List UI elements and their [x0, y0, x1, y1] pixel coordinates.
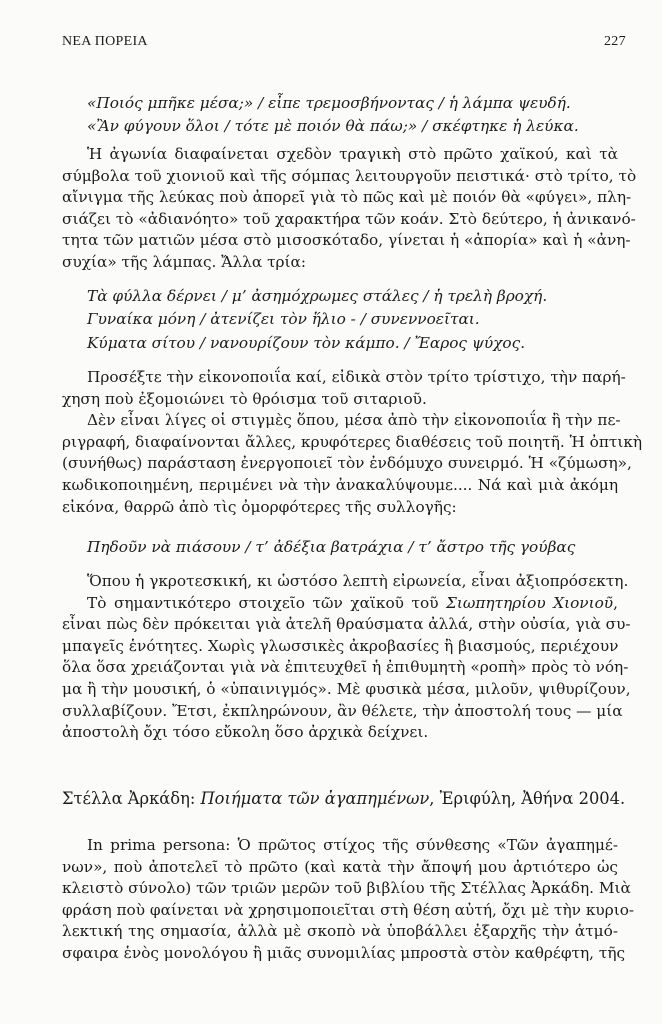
- paragraph-4: [62, 571, 631, 744]
- text-line: μπαγεῖς ἑνότητες. Χωρὶς γλωσσικὲς ἀκροβασίες ἢ βιασμούς, περιέχουν: [62, 636, 619, 655]
- text-line: κωδικοποιημένη, περιμένει νὰ τὴν ἀνακαλύψουμε.... Νά καὶ μιὰ ἀκόμη: [62, 475, 618, 494]
- verse-line: Πηδοῦν νὰ πιάσουν / τ’ ἀδέξια βατράχια / τ’ ἄστρο τῆς γούβας: [87, 538, 576, 556]
- text-line: λεκτική της σημασία, ἀλλὰ μὲ σκοπὸ νὰ ὑποβάλλει ἐξαρχῆς τὴν ἀτμό-: [62, 922, 618, 941]
- text-line: [62, 788, 626, 810]
- text-line: σφαιρα ἑνὸς μονολόγου ἢ μιᾶς συνομιλίας μπροστὰ στὸν καθρέφτη, τῆς: [62, 943, 626, 962]
- haiku-verse-2: [87, 285, 547, 355]
- text-segment: ,: [613, 593, 618, 612]
- text-line: ἀποστολὴ ὄχι τόσο εὔκολη ὅσο ἀρχικὰ δείχνει.: [62, 723, 429, 742]
- text-line: Προσέξτε τὴν εἰκονοποιΐα καί, εἰδικὰ στὸν τρίτο τρίστιχο, τὴν παρή-: [87, 368, 626, 386]
- review-publisher: , Ἐριφύλη, Ἀθήνα 2004.: [429, 789, 626, 808]
- page-number: 227: [604, 34, 626, 49]
- text-line: χηση ποὺ ἐξομοιώνει τὸ θρόισμα τοῦ σιταριοῦ.: [62, 389, 427, 408]
- verse-line: Τὰ φύλλα δέρνει / μ’ ἀσημόχρωμες στάλες / ἡ τρελὴ βροχή.: [87, 287, 548, 305]
- book-title: Σιωπητηρίου Χιονιοῦ: [446, 593, 614, 612]
- text-line: σύμβολα τοῦ χιονιοῦ καὶ τῆς σόμπας λειτουργοῦν πειστικά· στὸ τρίτο, τὸ: [62, 166, 637, 185]
- text-line: μα ἢ τὴν μουσική, ὁ «ὑπαινιγμός». Μὲ φυσικὰ μέσα, μιλοῦν, ψιθυρίζουν,: [62, 679, 631, 698]
- text-line: ὅλα ὅσα χρειάζονται γιὰ νὰ ἐπιτευχθεῖ ἡ ἐπιθυμητὴ «ροπὴ» πρὸς τὸ νόη-: [62, 658, 629, 677]
- text-line: συλλαβίζουν. Ἔτσι, ἐκπληρώνουν, ἂν θέλετε, τὴν ἀποστολή τους — μία: [62, 701, 623, 720]
- verse-line: «Ποιός μπῆκε μέσα;» / εἶπε τρεμοσβήνοντας / ἡ λάμπα ψευδή.: [87, 94, 571, 112]
- text-line: Δὲν εἶναι λίγες οἱ στιγμὲς ὅπου, μέσα ἀπὸ τὴν εἰκονοποιΐα ἢ τὴν πε-: [87, 411, 621, 430]
- text-line: κλειστὸ σύνολο) τῶν τριῶν μερῶν τοῦ βιβλίου τῆς Στέλλας Ἀρκάδη. Μιὰ: [62, 879, 631, 898]
- text-line: [62, 593, 618, 615]
- text-segment: Τὸ σημαντικότερο στοιχεῖο τῶν χαϊκοῦ τοῦ: [87, 593, 447, 612]
- review-book-title: Ποιήματα τῶν ἀγαπημένων: [200, 789, 430, 808]
- text-line: ριγραφή, διαφαίνονται ἄλλες, κρυφότερες διαθέσεις τοῦ ποιητῆ. Ἡ ὀπτικὴ: [62, 432, 643, 451]
- paragraph-6: [62, 835, 635, 965]
- haiku-verse-3: [87, 536, 575, 559]
- text-line: (συνήθως) παράσταση ἐνεργοποιεῖ τὸν ἐνδόμυχο συνειρμό. Ἡ «ζύμωση»,: [62, 454, 632, 473]
- text-line: In prima persona: Ὁ πρῶτος στίχος τῆς σύνθεσης «Τῶν ἀγαπημέ-: [87, 836, 618, 854]
- text-line: τητα τῶν ματιῶν μέσα στὸ μισοσκόταδο, γίνεται ἡ «ἀπορία» καὶ ἡ «ἀνη-: [62, 231, 631, 250]
- review-heading: [62, 788, 626, 810]
- text-line: νων», ποὺ ἀποτελεῖ τὸ πρῶτο (καὶ κατὰ τὴν ἄποψή μου ἀρτιότερο ὡς: [62, 857, 618, 876]
- paragraph-2: [62, 367, 643, 518]
- running-header: ΝΕΑ ΠΟΡΕΙΑ: [62, 34, 148, 49]
- verse-line: Γυναίκα μόνη / ἀτενίζει τὸν ἥλιο - / συνεννοεῖται.: [87, 310, 480, 329]
- text-line: συχία» τῆς λάμπας. Ἄλλα τρία:: [62, 252, 307, 271]
- text-line: σιάζει τὸ «ἀδιανόητο» τοῦ χαρακτήρα τῶν κοάν. Στὸ δεύτερο, ἡ ἀνικανό-: [62, 209, 636, 228]
- paragraph-1: [62, 144, 637, 274]
- text-line: Ὅπου ἡ γκροτεσκική, κι ὡστόσο λεπτὴ εἰρωνεία, εἶναι ἀξιοπρόσεκτη.: [87, 572, 629, 590]
- text-line: αἴνιγμα τῆς λεύκας ποὺ ἀπορεῖ γιὰ τὸ πῶς καὶ μὲ ποιόν θὰ «φύγει», πλη-: [62, 188, 632, 207]
- text-line: Ἡ ἀγωνία διαφαίνεται σχεδὸν τραγικὴ στὸ πρῶτο χαϊκού, καὶ τὰ: [87, 145, 618, 163]
- verse-line: Κύματα σίτου / νανουρίζουν τὸν κάμπο. / Ἔαρος ψύχος.: [87, 333, 526, 352]
- text-line: φράση ποὺ φαίνεται νὰ χρησιμοποιεῖται στὴ θέση αὐτή, ὄχι μὲ τὴν κυριο-: [62, 900, 635, 919]
- haiku-verse-1: [87, 92, 579, 139]
- review-author: Στέλλα Ἀρκάδη:: [62, 789, 201, 808]
- text-line: εἶναι πὼς δὲν πρόκειται γιὰ ἀτελῆ θραύσματα ἀλλά, στὴν οὐσία, γιὰ συ-: [62, 615, 631, 634]
- verse-line: «Ἂν φύγουν ὅλοι / τότε μὲ ποιόν θὰ πάω;» / σκέφτηκε ἡ λεύκα.: [87, 117, 579, 136]
- text-line: εἰκόνα, θαρρῶ ἀπὸ τὶς ὀμορφότερες τῆς συλλογῆς:: [62, 497, 457, 516]
